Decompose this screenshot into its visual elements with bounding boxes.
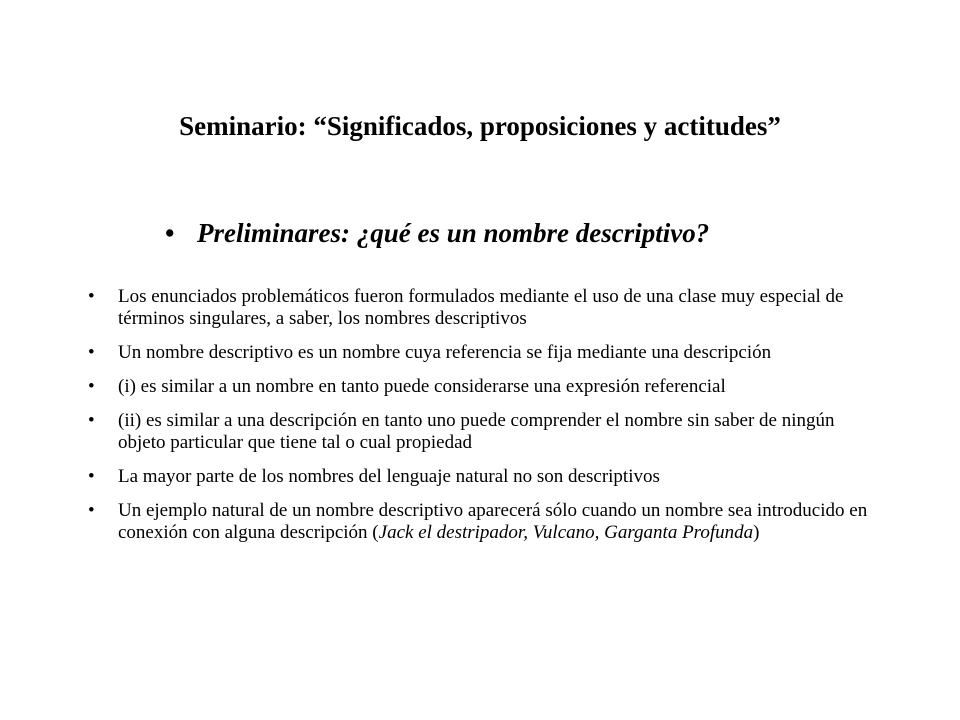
bullet-dot: • <box>88 500 95 521</box>
bullet-dot: • <box>88 286 95 307</box>
bullet-dot: • <box>88 410 95 431</box>
bullet-item <box>88 410 868 454</box>
slide-subtitle <box>165 216 925 250</box>
bullet-item <box>88 376 868 398</box>
bullet-dot: • <box>88 342 95 363</box>
bullet-dot: • <box>88 466 95 487</box>
bullet-item <box>88 466 868 488</box>
bullet-italic-examples: Jack el destripador, Vulcano, Garganta Profunda <box>378 522 754 543</box>
bullet-item <box>88 500 868 544</box>
bullet-text: Un ejemplo natural de un nombre descriptivo aparecerá sólo cuando un nombre sea introducido en conexión con alguna descripción ( <box>118 500 868 543</box>
bullet-text: La mayor parte de los nombres del lenguaje natural no son descriptivos <box>118 466 660 487</box>
subtitle-bullet: • <box>165 218 175 248</box>
bullet-text: Los enunciados problemáticos fueron formulados mediante el uso de una clase muy especial de términos singulares, a saber, los nombres descriptivos <box>118 286 844 329</box>
bullet-dot: • <box>88 376 95 397</box>
bullet-close-paren: ) <box>753 522 760 543</box>
bullet-item <box>88 286 868 330</box>
slide-title: Seminario: “Significados, proposiciones y actitudes” <box>179 111 781 141</box>
bullet-text: Un nombre descriptivo es un nombre cuya referencia se fija mediante una descripción <box>118 342 772 363</box>
subtitle-text: Preliminares: ¿qué es un nombre descriptivo? <box>197 218 710 248</box>
bullet-text: (i) es similar a un nombre en tanto puede considerarse una expresión referencial <box>118 376 726 397</box>
bullet-item <box>88 342 868 364</box>
bullet-text: (ii) es similar a una descripción en tanto uno puede comprender el nombre sin saber de ningún objeto particular que tiene tal o cual propiedad <box>118 410 835 453</box>
bullet-list <box>88 286 868 556</box>
